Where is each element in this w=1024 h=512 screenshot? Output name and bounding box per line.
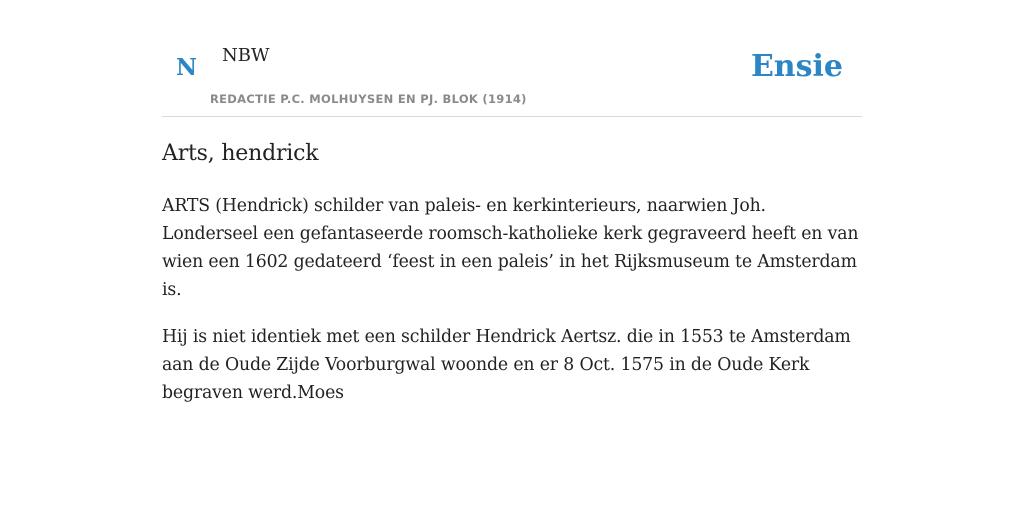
edition-subtitle: REDACTIE P.C. MOLHUYSEN EN PJ. BLOK (1914) — [210, 92, 527, 106]
ensie-logo[interactable]: Ensie — [750, 49, 843, 84]
source-link[interactable]: NBW — [222, 45, 270, 66]
article-paragraph: ARTS (Hendrick) schilder van paleis- en kerkinterieurs, naarwien Joh. Londerseel een gefantaseerde roomsch-katholieke kerk gegraveerd heeft en van wien een 1602 gedateerd ‘feest in een paleis’ in het Rijksmuseum te Amsterdam is. — [162, 196, 859, 300]
site-header — [162, 0, 862, 117]
nbw-logo-icon[interactable]: N — [176, 54, 198, 81]
article — [162, 138, 862, 407]
article-title: Arts, hendrick — [162, 141, 319, 166]
article-paragraph: Hij is niet identiek met een schilder Hendrick Aertsz. die in 1553 te Amsterdam aan de Oude Zijde Voorburgwal woonde en er 8 Oct. 1575 in de Oude Kerk begraven werd.Moes — [162, 327, 851, 403]
